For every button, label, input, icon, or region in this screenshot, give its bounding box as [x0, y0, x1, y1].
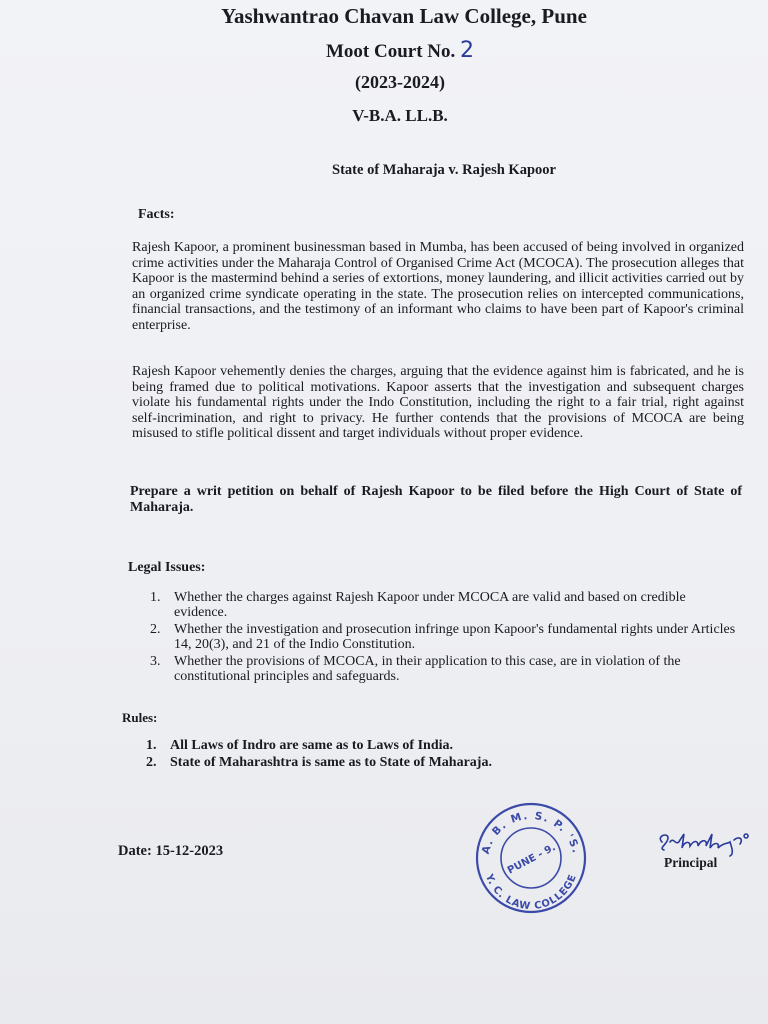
- facts-heading: Facts:: [138, 207, 175, 222]
- moot-court-label: Moot Court No.: [325, 41, 456, 62]
- rules-list: [146, 738, 706, 772]
- list-item: 1. All Laws of Indro are same as to Laws of India.: [146, 738, 454, 753]
- stamp-bottom-text: Y. C. LAW COLLEGE: [483, 872, 579, 913]
- moot-court-line: [16, 38, 768, 63]
- moot-court-number: 2: [460, 38, 475, 63]
- task-instruction: Prepare a writ petition on behalf of Rajesh Kapoor to be filed before the High Court of State of Maharaja.: [130, 484, 742, 515]
- stamp-center-text: PUNE - 9.: [505, 842, 558, 877]
- academic-year: (2023-2024): [355, 72, 445, 92]
- svg-text:Y. C. LAW COLLEGE: [483, 872, 579, 912]
- principal-label: Principal: [664, 855, 718, 870]
- case-title: State of Maharaja v. Rajesh Kapoor: [332, 162, 556, 178]
- legal-issues-heading: Legal Issues:: [128, 560, 206, 575]
- facts-paragraph-2: Rajesh Kapoor vehemently denies the charges, arguing that the evidence against him is fabricated, and he is being framed due to political motivations. Kapoor asserts that the investigation and subsequent charges violate his fundamental rights under the Indo Constitution, including the right to a fair trial, right against self-incrimination, and right to privacy. He further contends that the provisions of MCOCA are being misused to stifle political dissent and target individuals without proper evidence.: [132, 364, 744, 441]
- legal-issues-list: [150, 590, 740, 686]
- document-date: Date: 15-12-2023: [118, 843, 224, 859]
- college-stamp: [470, 800, 592, 916]
- principal-signature-icon: [654, 826, 764, 858]
- facts-paragraph-1: Rajesh Kapoor, a prominent businessman based in Mumba, has been accused of being involved in organized crime activities under the Maharaja Control of Organised Crime Act (MCOCA). The prosecution alleges that Kapoor is the mastermind behind a series of extortions, money laundering, and illicit activities carried out by an organized crime syndicate operating in the state. The prosecution relies on intercepted communications, financial transactions, and the testimony of an informant who claims to have been part of Kapoor's criminal enterprise.: [132, 240, 744, 333]
- rules-heading: Rules:: [122, 710, 158, 725]
- list-item: 3. Whether the provisions of MCOCA, in their application to this case, are in violation of the constitutional principles and safeguards.: [150, 654, 681, 684]
- college-name: Yashwantrao Chavan Law College, Pune: [221, 4, 587, 28]
- course-name: V-B.A. LL.B.: [352, 106, 448, 125]
- stamp-top-text: A. B. M. S. P. 'S.: [479, 809, 583, 856]
- list-item: 1. Whether the charges against Rajesh Kapoor under MCOCA are valid and based on credible evidence.: [150, 590, 686, 620]
- list-item: 2. State of Maharashtra is same as to State of Maharaja.: [146, 755, 492, 770]
- list-item: 2. Whether the investigation and prosecution infringe upon Kapoor's fundamental rights under Articles 14, 20(3), and 21 of the Indio Constitution.: [150, 622, 736, 652]
